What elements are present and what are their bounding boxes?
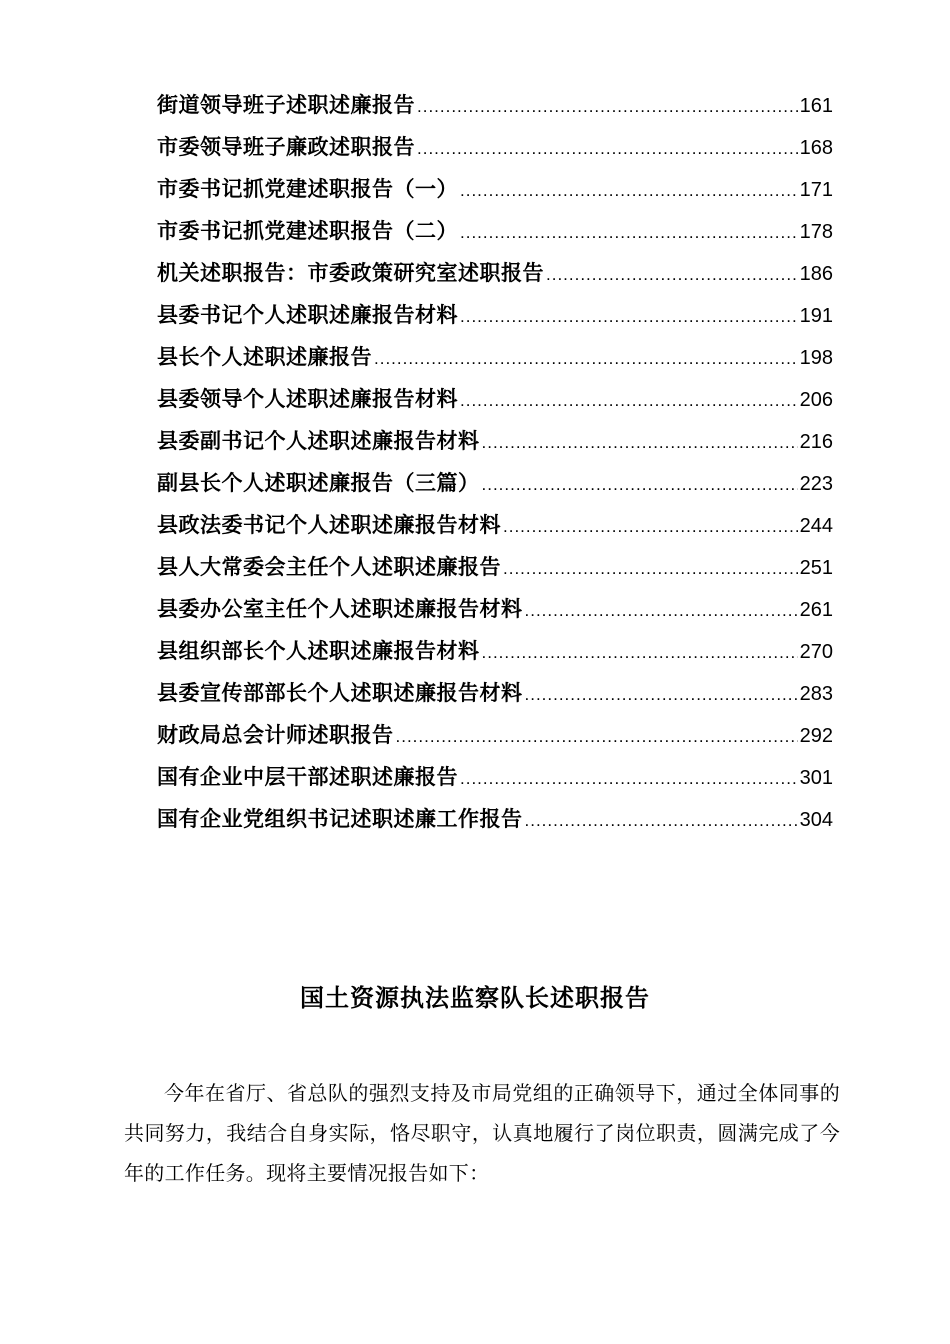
- toc-entry[interactable]: [157, 756, 833, 798]
- toc-dot-leader: [460, 170, 798, 212]
- toc-entry-title: 市委书记抓党建述职报告（二）: [157, 218, 458, 243]
- toc-entry-title: 国有企业中层干部述职述廉报告: [157, 764, 458, 789]
- toc-entry-page: 283: [799, 683, 833, 705]
- toc-entry[interactable]: [157, 630, 833, 672]
- toc-entry[interactable]: [157, 546, 833, 588]
- toc-entry[interactable]: [157, 378, 833, 420]
- toc-entry-page: 198: [799, 347, 833, 369]
- toc-entry[interactable]: [157, 462, 833, 504]
- toc-dot-leader: [460, 380, 798, 422]
- document-title: 国土资源执法监察队长述职报告: [300, 984, 650, 1012]
- toc-entry[interactable]: [157, 672, 833, 714]
- toc-entry-page: 223: [799, 473, 833, 495]
- toc-entry-title: 县委办公室主任个人述职述廉报告材料: [157, 596, 523, 621]
- toc-dot-leader: [417, 86, 798, 128]
- toc-dot-leader: [546, 254, 798, 296]
- toc-dot-leader: [417, 128, 798, 170]
- toc-entry-page: 171: [799, 179, 833, 201]
- toc-entry-page: 251: [799, 557, 833, 579]
- toc-dot-leader: [525, 800, 798, 842]
- toc-entry-title: 街道领导班子述职述廉报告: [157, 92, 415, 117]
- toc-entry-title: 国有企业党组织书记述职述廉工作报告: [157, 806, 523, 831]
- toc-entry[interactable]: [157, 588, 833, 630]
- toc-entry[interactable]: [157, 168, 833, 210]
- toc-entry-title: 副县长个人述职述廉报告（三篇）: [157, 470, 480, 495]
- toc-dot-leader: [460, 758, 798, 800]
- toc-entry-page: 191: [799, 305, 833, 327]
- toc-entry-page: 292: [799, 725, 833, 747]
- toc-entry[interactable]: [157, 126, 833, 168]
- toc-entry-page: 304: [799, 809, 833, 831]
- toc-entry-title: 县委领导个人述职述廉报告材料: [157, 386, 458, 411]
- toc-entry[interactable]: [157, 504, 833, 546]
- toc-entry-page: 206: [799, 389, 833, 411]
- toc-entry-page: 161: [799, 95, 833, 117]
- toc-entry[interactable]: [157, 210, 833, 252]
- toc-dot-leader: [460, 212, 798, 254]
- toc-dot-leader: [482, 464, 798, 506]
- toc-dot-leader: [525, 590, 798, 632]
- toc-entry-title: 县组织部长个人述职述廉报告材料: [157, 638, 480, 663]
- toc-entry-title: 县委宣传部部长个人述职述廉报告材料: [157, 680, 523, 705]
- toc-entry-page: 168: [799, 137, 833, 159]
- toc-entry-title: 机关述职报告：市委政策研究室述职报告: [157, 260, 544, 285]
- toc-dot-leader: [482, 422, 798, 464]
- toc-entry-title: 市委书记抓党建述职报告（一）: [157, 176, 458, 201]
- toc-entry-page: 261: [799, 599, 833, 621]
- toc-entry-page: 186: [799, 263, 833, 285]
- toc-entry[interactable]: [157, 294, 833, 336]
- toc-entry-title: 市委领导班子廉政述职报告: [157, 134, 415, 159]
- toc-entry[interactable]: [157, 420, 833, 462]
- toc-entry-page: 216: [799, 431, 833, 453]
- toc-entry-title: 县人大常委会主任个人述职述廉报告: [157, 554, 501, 579]
- toc-dot-leader: [460, 296, 798, 338]
- toc-entry-title: 县政法委书记个人述职述廉报告材料: [157, 512, 501, 537]
- toc-entry-page: 270: [799, 641, 833, 663]
- toc-entry-title: 县委书记个人述职述廉报告材料: [157, 302, 458, 327]
- toc-dot-leader: [396, 716, 798, 758]
- toc-entry[interactable]: [157, 252, 833, 294]
- toc-entry-title: 县长个人述职述廉报告: [157, 344, 372, 369]
- toc-entry-page: 301: [799, 767, 833, 789]
- toc-entry[interactable]: [157, 798, 833, 840]
- toc-entry-title: 财政局总会计师述职报告: [157, 722, 394, 747]
- body-paragraph: 今年在省厅、省总队的强烈支持及市局党组的正确领导下，通过全体同事的共同努力，我结合自身实际，恪尽职守，认真地履行了岗位职责，圆满完成了今年的工作任务。现将主要情况报告如下：: [124, 1081, 840, 1185]
- table-of-contents: [157, 84, 833, 840]
- toc-entry[interactable]: [157, 336, 833, 378]
- toc-dot-leader: [503, 548, 798, 590]
- toc-entry[interactable]: [157, 84, 833, 126]
- toc-dot-leader: [525, 674, 798, 716]
- toc-dot-leader: [482, 632, 798, 674]
- toc-entry[interactable]: [157, 714, 833, 756]
- toc-entry-page: 178: [799, 221, 833, 243]
- toc-dot-leader: [374, 338, 798, 380]
- toc-entry-title: 县委副书记个人述职述廉报告材料: [157, 428, 480, 453]
- toc-entry-page: 244: [799, 515, 833, 537]
- toc-dot-leader: [503, 506, 798, 548]
